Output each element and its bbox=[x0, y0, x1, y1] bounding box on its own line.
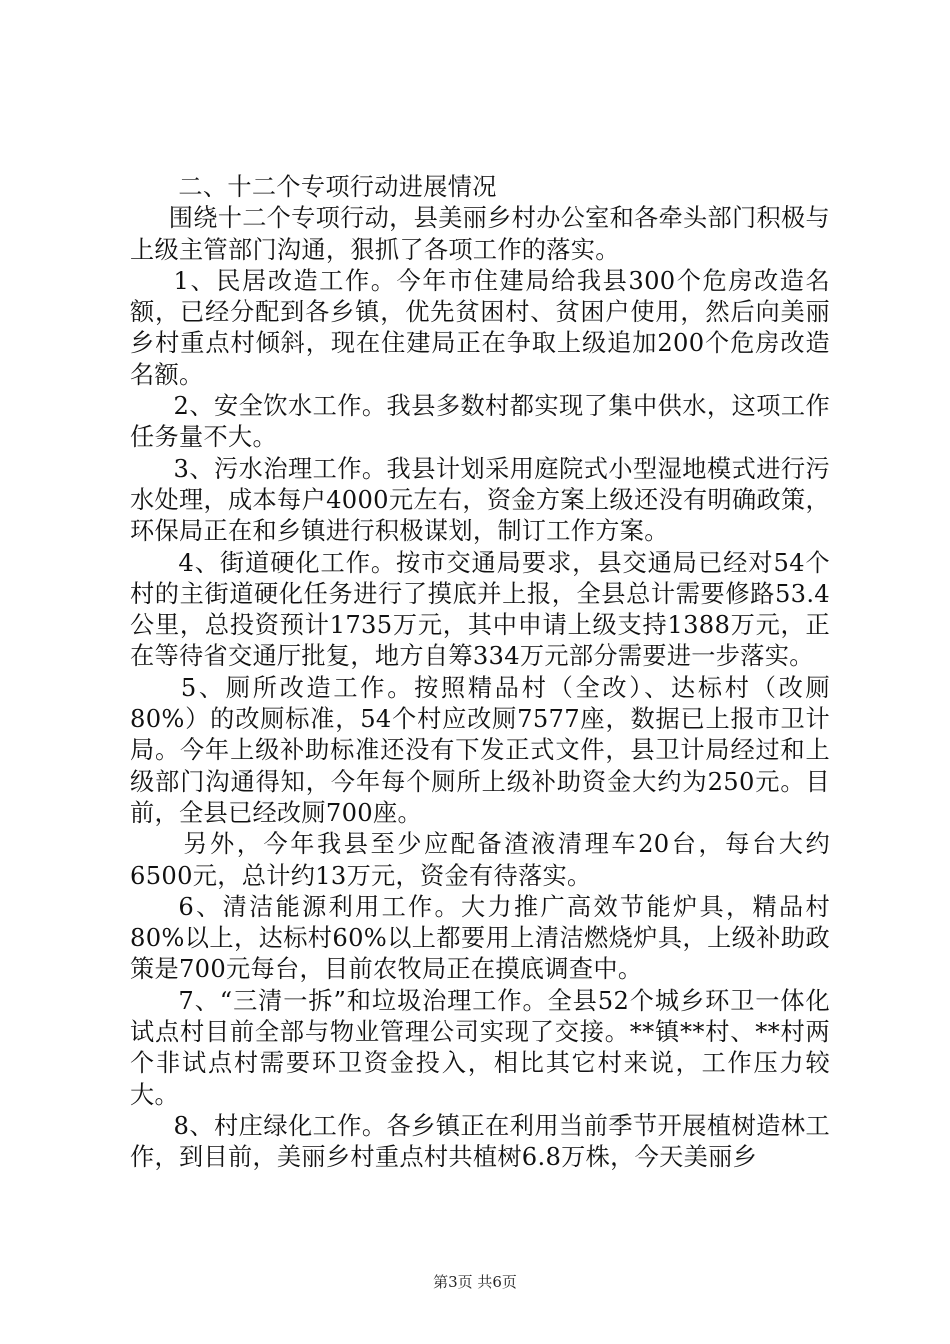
document-body bbox=[130, 172, 830, 1174]
paragraph-sewage: 3、污水治理工作。我县计划采用庭院式小型湿地模式进行污水处理，成本每户4000元左右，资金方案上级还没有明确政策，环保局正在和乡镇进行积极谋划，制订工作方案。 bbox=[130, 454, 830, 546]
paragraph-roads: 4、街道硬化工作。按市交通局要求，县交通局已经对54个村的主街道硬化任务进行了摸底并上报，全县总计需要修路53.4公里，总投资预计1735万元，其中申请上级支持1388万元，正在等待省交通厅批复，地方自筹334万元部分需要进一步落实。 bbox=[130, 548, 830, 671]
section-heading: 二、十二个专项行动进展情况 bbox=[178, 173, 497, 201]
paragraph-housing: 1、民居改造工作。今年市住建局给我县300个危房改造名额，已经分配到各乡镇，优先贫困村、贫困户使用，然后向美丽乡村重点村倾斜，现在住建局正在争取上级追加200个危房改造名额。 bbox=[130, 266, 830, 389]
paragraph-toilets: 5、厕所改造工作。按照精品村（全改）、达标村（改厕80%）的改厕标准，54个村应改厕7577座，数据已上报市卫计局。今年上级补助标准还没有下发正式文件，县卫计局经过和上级部门沟通得知，今年每个厕所上级补助资金大约为250元。目前，全县已经改厕700座。 bbox=[130, 673, 830, 827]
paragraph-water: 2、安全饮水工作。我县多数村都实现了集中供水，这项工作任务量不大。 bbox=[130, 392, 830, 452]
paragraph-sanitation: 7、“三清一拆”和垃圾治理工作。全县52个城乡环卫一体化试点村目前全部与物业管理公司实现了交接。**镇**村、**村两个非试点村需要环卫资金投入，相比其它村来说，工作压力较大。 bbox=[130, 986, 830, 1109]
paragraph-greening: 8、村庄绿化工作。各乡镇正在利用当前季节开展植树造林工作，到目前，美丽乡村重点村共植树6.8万株，今天美丽乡 bbox=[130, 1111, 830, 1172]
paragraph-cleaning-vehicles: 另外，今年我县至少应配备渣液清理车20台，每台大约6500元，总计约13万元，资金有待落实。 bbox=[130, 830, 830, 890]
page-number: 第3页 共6页 bbox=[433, 1273, 517, 1291]
paragraph-intro: 围绕十二个专项行动，县美丽乡村办公室和各牵头部门积极与上级主管部门沟通，狠抓了各项工作的落实。 bbox=[130, 204, 830, 264]
paragraph-clean-energy: 6、清洁能源利用工作。大力推广高效节能炉具，精品村80%以上，达标村60%以上都要用上清洁燃烧炉具，上级补助政策是700元每台，目前农牧局正在摸底调查中。 bbox=[130, 892, 830, 984]
